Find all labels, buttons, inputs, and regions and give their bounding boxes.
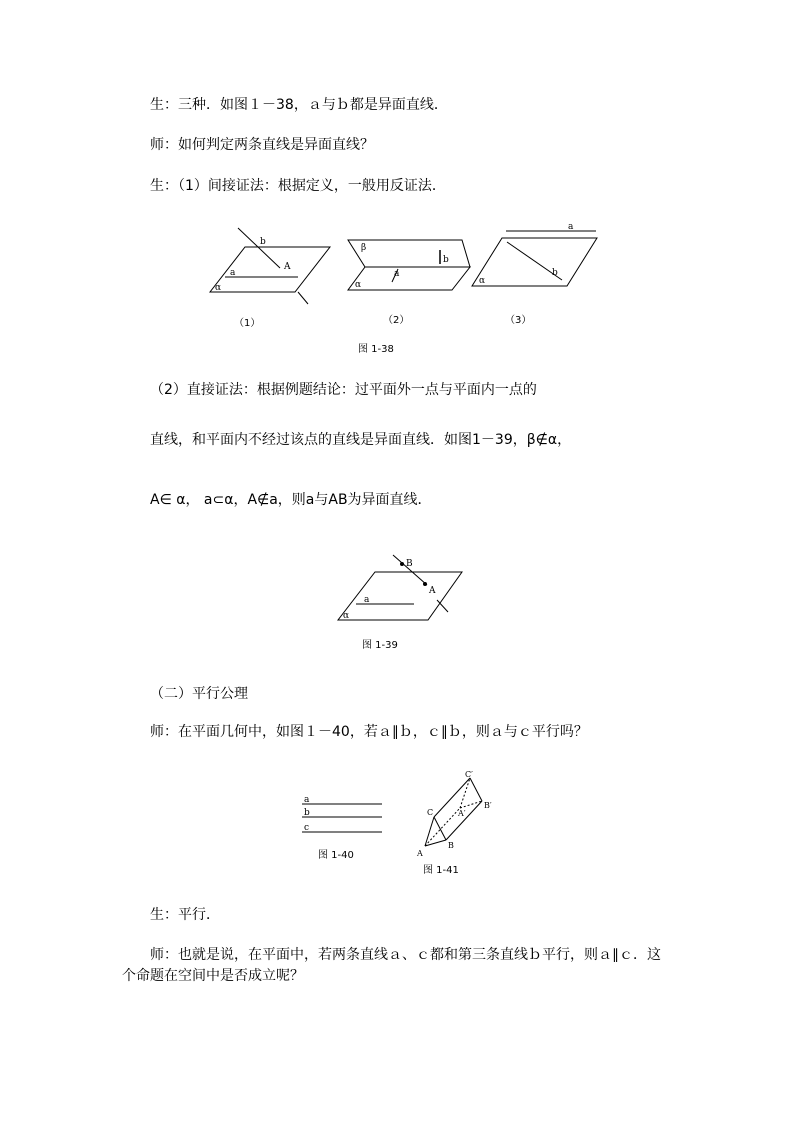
paragraph-direct-proof-cont: 直线，和平面内不经过该点的直线是异面直线．如图1－39，β∉α， [150, 432, 572, 448]
caption-figure-1-38: 图 1-38 [358, 344, 394, 355]
line-b-1-below [298, 292, 308, 304]
label-C: C [427, 808, 434, 817]
label-A: A [417, 849, 423, 858]
label-alpha-39: α [343, 611, 350, 621]
line-stub-39 [437, 600, 448, 612]
label-b-40: b [304, 808, 310, 818]
plane-alpha-1 [210, 247, 330, 292]
plane-alpha-2 [348, 267, 470, 290]
plane-beta-2 [348, 240, 470, 267]
plane-alpha-3 [472, 238, 597, 286]
label-a-40: a [304, 795, 310, 805]
label-B-39: B [406, 559, 413, 569]
figure-1-39 [330, 552, 470, 627]
caption-figure-1-41: 图 1-41 [423, 865, 459, 876]
caption-figure-1-39: 图 1-39 [362, 640, 398, 651]
plane-alpha-39 [338, 572, 462, 620]
label-Bp: B′ [484, 801, 492, 810]
label-a-3: a [568, 222, 574, 232]
label-a-1: a [230, 268, 236, 278]
figure-1-41 [412, 768, 502, 860]
subcaption-1: （1） [234, 318, 261, 329]
point-A [423, 582, 427, 586]
paragraph-teacher-plane-geometry: 师：在平面几何中，如图１－40，若ａ∥ｂ，ｃ∥ｂ，则ａ与ｃ平行吗？ [150, 724, 588, 740]
edge-AC [425, 817, 434, 846]
subcaption-2: （2） [383, 315, 410, 326]
edge-BC [434, 817, 446, 840]
label-b-3: b [552, 268, 558, 278]
paragraph-direct-proof: （2）直接证法：根据例题结论：过平面外一点与平面内一点的 [150, 382, 537, 398]
label-alpha-2: α [355, 280, 362, 290]
paragraph-teacher-space: 师：也就是说，在平面中，若两条直线ａ、ｃ都和第三条直线ｂ平行，则ａ∥ｃ．这 [150, 947, 661, 963]
heading-parallel-axiom: （二）平行公理 [150, 686, 248, 702]
subcaption-3: （3） [505, 315, 532, 326]
paragraph-indirect-proof: 生：（1）间接证法：根据定义，一般用反证法． [150, 178, 446, 194]
caption-figure-1-40: 图 1-40 [318, 850, 354, 861]
paragraph-teacher-question: 师：如何判定两条直线是异面直线？ [150, 137, 374, 153]
paragraph-conditions: A∈ α， a⊂α，A∉a，则a与AB为异面直线． [150, 492, 432, 508]
paragraph-student-three-kinds: 生：三种．如图１－38，ａ与ｂ都是异面直线． [150, 97, 448, 113]
edge-ApCp [460, 778, 470, 808]
point-B [400, 562, 404, 566]
label-Ap: A′ [458, 809, 466, 818]
label-beta-2: β [361, 243, 367, 253]
label-alpha-3: α [479, 276, 486, 286]
label-c-40: c [304, 823, 310, 833]
label-alpha-1: α [215, 283, 222, 293]
label-A-1: A [284, 262, 291, 272]
label-B: B [448, 841, 454, 850]
label-a-39: a [364, 595, 370, 605]
label-b-1: b [260, 237, 266, 247]
label-A-39: A [429, 586, 436, 596]
label-a-2: a [394, 269, 400, 279]
label-b-2: b [443, 255, 449, 265]
figure-1-40 [300, 792, 390, 840]
edge-CpBp [470, 778, 482, 801]
label-Cp: C′ [465, 770, 473, 779]
paragraph-student-parallel: 生：平行． [150, 907, 220, 923]
paragraph-teacher-space-cont: 个命题在空间中是否成立呢？ [122, 968, 304, 984]
